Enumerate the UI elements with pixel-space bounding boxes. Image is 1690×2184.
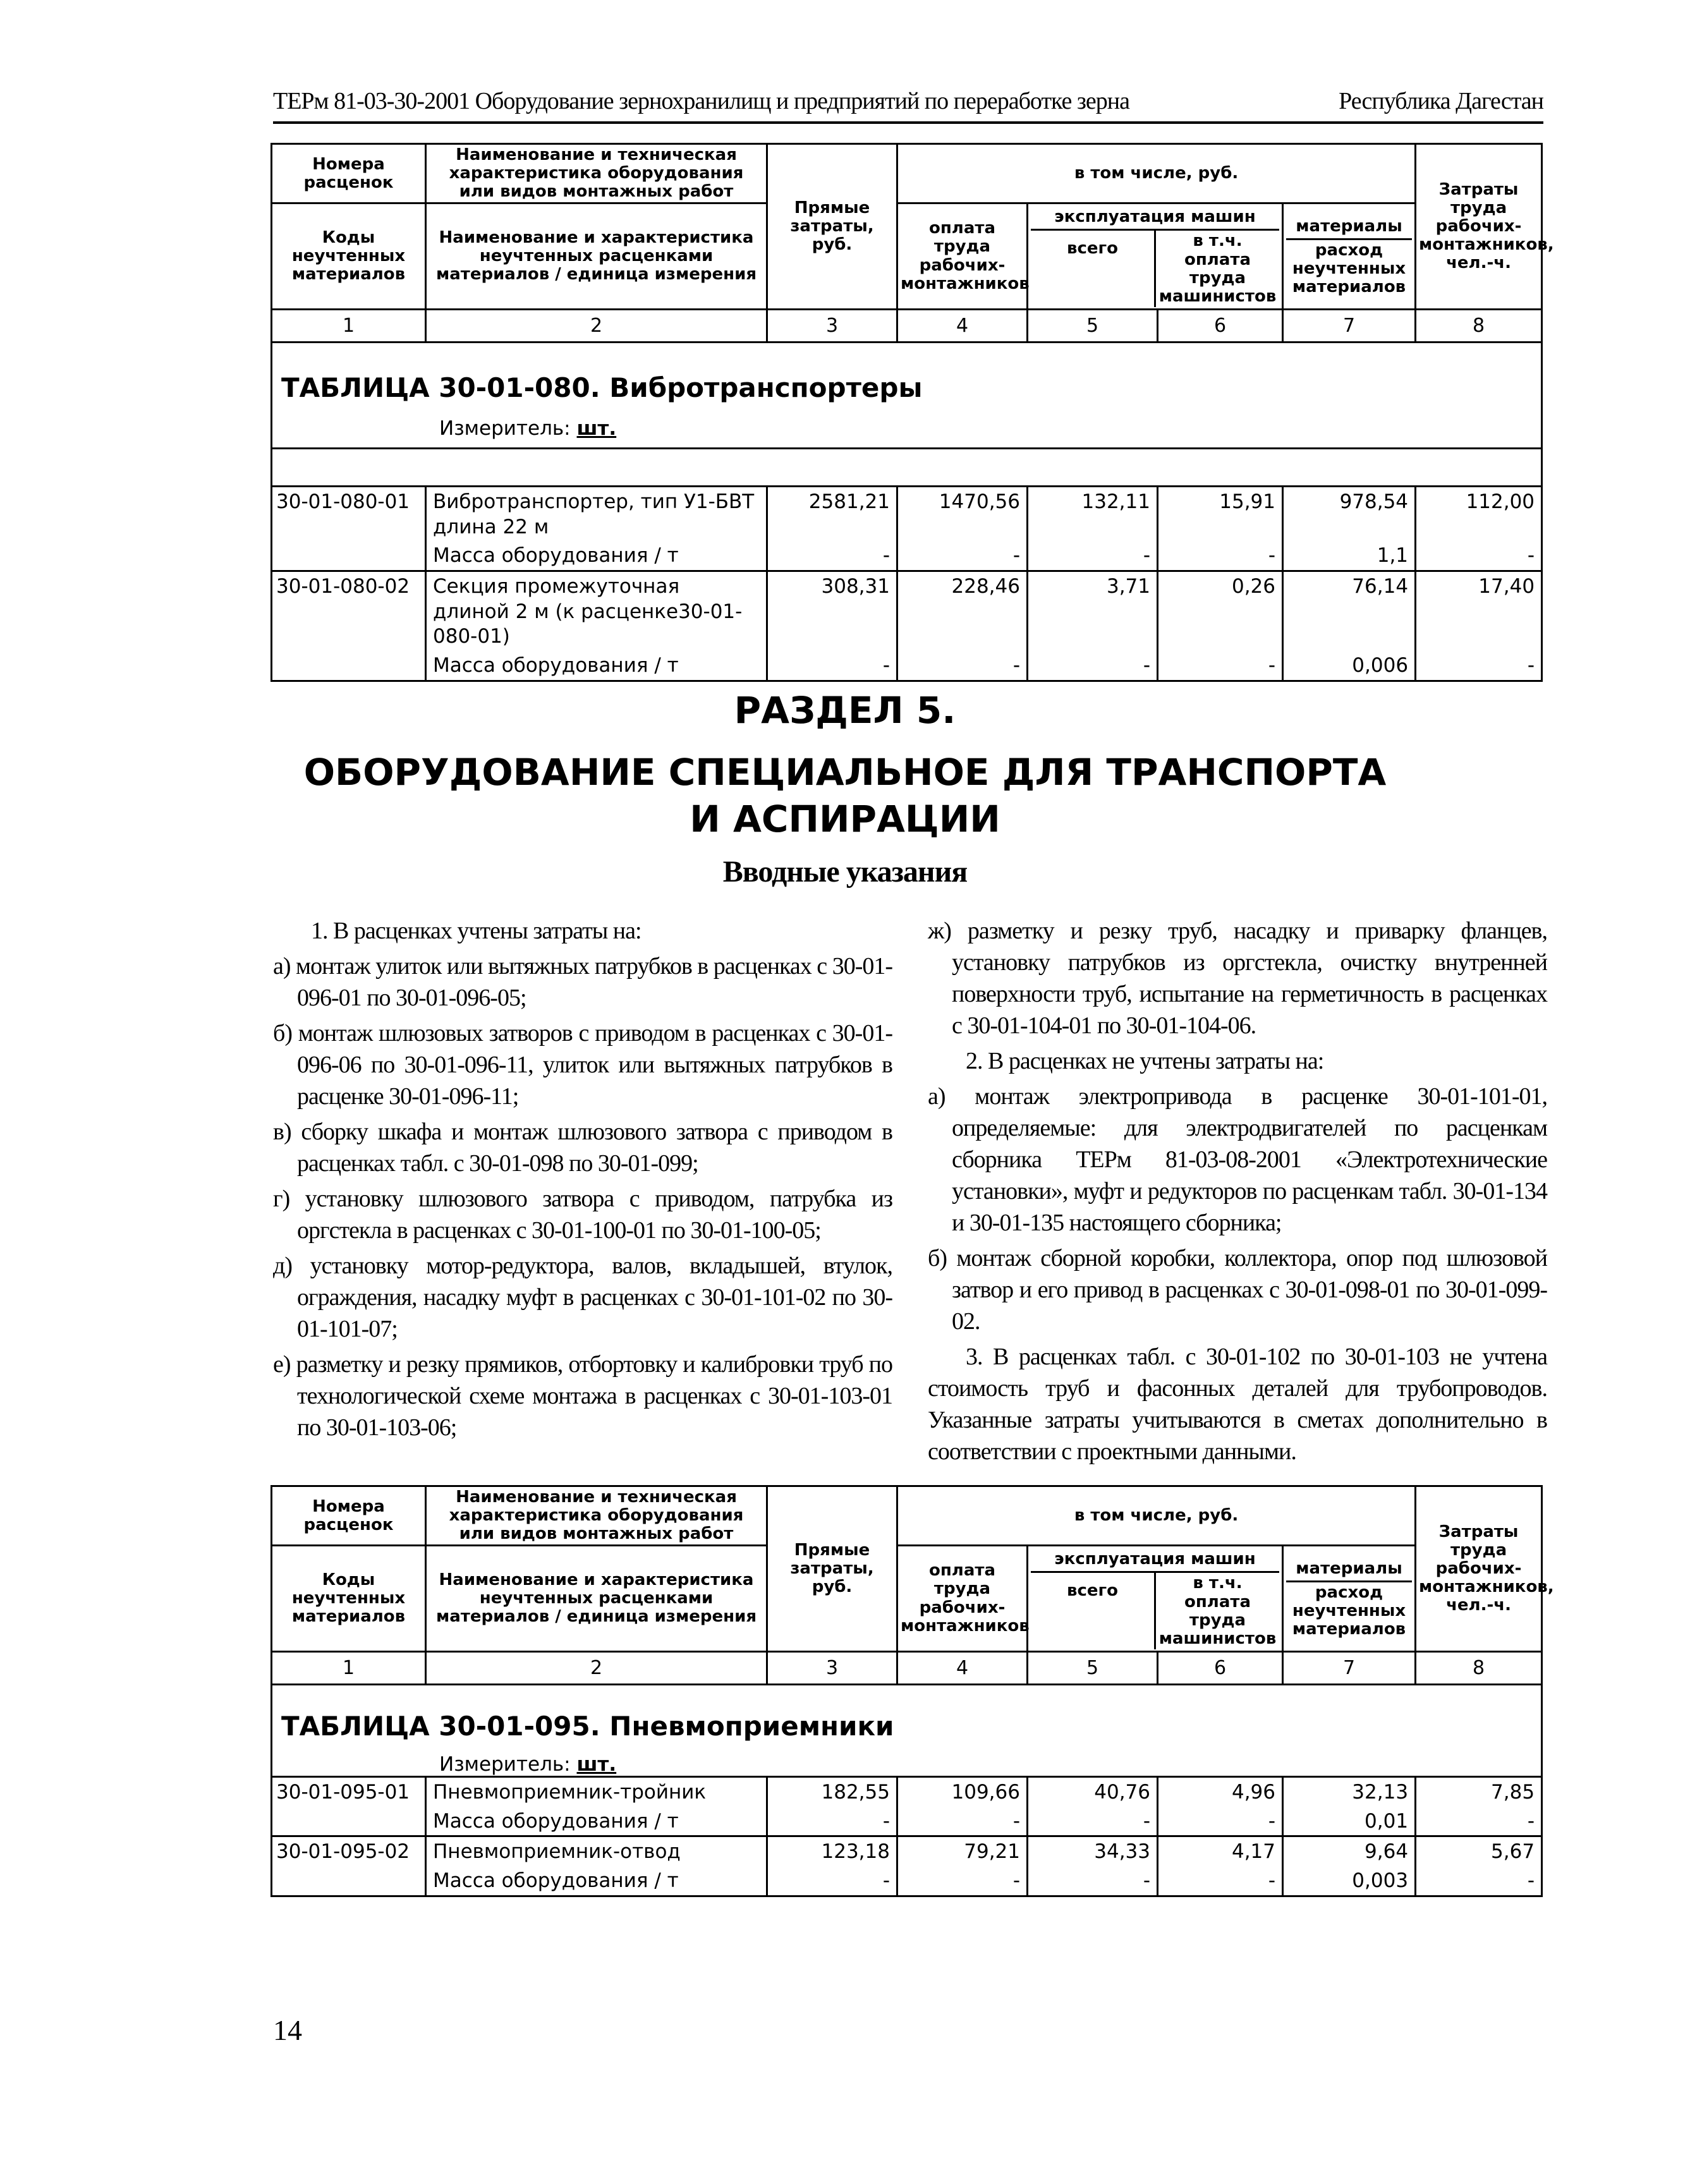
cell-mass-7: 1,1 <box>1283 541 1416 571</box>
cell-mass-3: - <box>767 1866 897 1896</box>
row-code: 30-01-080-02 <box>272 571 426 651</box>
cell-mass-6: - <box>1158 1807 1283 1836</box>
list-item: а) монтаж улиток или вытяжных патрубков в расценках с 30-01-096-01 по 30-01-096-05; <box>273 953 892 1011</box>
th-col1-top: Номера расценок <box>272 1486 426 1546</box>
price-table-095 <box>271 1485 1554 1897</box>
cell-mass-5: - <box>1028 541 1158 571</box>
cell-direct-cost: 182,55 <box>767 1776 897 1806</box>
cell-mass-4: - <box>897 1866 1028 1896</box>
col-num-3: 3 <box>767 1651 897 1684</box>
cell-materials: 32,13 <box>1283 1776 1416 1806</box>
cell-mass-4: - <box>897 1807 1028 1836</box>
col-num-4: 4 <box>897 309 1028 342</box>
col-num-5: 5 <box>1028 309 1158 342</box>
text-column-left <box>273 915 892 1447</box>
col-num-1: 1 <box>272 309 426 342</box>
table-row-mass <box>272 1807 1542 1836</box>
cell-mass-5: - <box>1028 1807 1158 1836</box>
row-mass-label: Масса оборудования / т <box>426 1866 767 1896</box>
th-col8: Затраты труда рабочих-монтажников, чел.-ч. <box>1416 1486 1542 1652</box>
cell-direct-cost: 308,31 <box>767 571 897 651</box>
th-col1-bottom: Коды неучтенных материалов <box>272 1546 426 1652</box>
cell-machines-total: 34,33 <box>1028 1836 1158 1866</box>
col-num-5: 5 <box>1028 1651 1158 1684</box>
th-col5: всего <box>1031 231 1156 306</box>
list-item: д) установку мотор-редуктора, валов, вкладышей, втулок, ограждения, насадку муфт в расценках с 30-01-101-02 по 30-01-101-07; <box>273 1253 892 1342</box>
cell-mass-3: - <box>767 1807 897 1836</box>
col-num-6: 6 <box>1158 1651 1283 1684</box>
table-row-mass <box>272 1866 1542 1896</box>
th-col1-bottom: Коды неучтенных материалов <box>272 203 426 310</box>
th-col4: оплата труда рабочих-монтажников <box>897 1546 1028 1652</box>
col-num-6: 6 <box>1158 309 1283 342</box>
row-mass-label: Масса оборудования / т <box>426 541 767 571</box>
cell-mass-8: - <box>1416 651 1542 681</box>
th-group: в том числе, руб. <box>897 144 1416 203</box>
cell-labor-pay: 109,66 <box>897 1776 1028 1806</box>
th-machines: эксплуатация машин <box>1031 1548 1279 1573</box>
paragraph: 1. В расценках учтены затраты на: <box>311 918 641 944</box>
cell-labor-hours: 17,40 <box>1416 571 1542 651</box>
measure-unit: шт. <box>576 1752 617 1776</box>
th-col6: в т.ч. оплата труда машинистов <box>1158 1574 1277 1648</box>
cell-mass-7: 0,01 <box>1283 1807 1416 1836</box>
table-row <box>272 486 1542 541</box>
cell-mass-3: - <box>767 541 897 571</box>
cell-machinists-pay: 0,26 <box>1158 571 1283 651</box>
cell-mass-3: - <box>767 651 897 681</box>
cell-labor-hours: 7,85 <box>1416 1776 1542 1806</box>
row-code: 30-01-080-01 <box>272 486 426 541</box>
th-group: в том числе, руб. <box>897 1486 1416 1546</box>
th-col1-top: Номера расценок <box>272 144 426 203</box>
col-num-3: 3 <box>767 309 897 342</box>
row-name: Секция промежуточная длиной 2 м (к расценке30-01-080-01) <box>426 571 767 651</box>
cell-labor-hours: 5,67 <box>1416 1836 1542 1866</box>
th-col2-top: Наименование и техническая характеристика оборудования или видов монтажных работ <box>426 1486 767 1546</box>
cell-machinists-pay: 4,17 <box>1158 1836 1283 1866</box>
table-row <box>272 1836 1542 1866</box>
row-code: 30-01-095-02 <box>272 1836 426 1866</box>
cell-mass-6: - <box>1158 1866 1283 1896</box>
measure-label: Измеритель: <box>439 416 571 440</box>
th-col7: расход неучтенных материалов <box>1292 240 1406 297</box>
th-col2-bottom: Наименование и характеристика неучтенных расценками материалов / единица измерения <box>426 1546 767 1652</box>
measure <box>281 417 1541 440</box>
table-row <box>272 571 1542 651</box>
row-name: Вибротранспортер, тип У1-БВТ длина 22 м <box>426 486 767 541</box>
cell-direct-cost: 123,18 <box>767 1836 897 1866</box>
table-row-mass <box>272 651 1542 681</box>
cell-direct-cost: 2581,21 <box>767 486 897 541</box>
list-item: а) монтаж электропривода в расценке 30-01-101-01, определяемые: для электродвигателей по расценкам сборника ТЕРм 81-03-08-2001 «Электротехнические установки», муфт и редукторов по расценкам табл. 30-01-134 и 30-01-135 настоящего сборника; <box>928 1083 1547 1236</box>
list-item: е) разметку и резку прямиков, отбортовку и калибровки труб по технологической схеме монтажа в расценках с 30-01-103-01 по 30-01-103-06; <box>273 1351 892 1441</box>
row-code: 30-01-095-01 <box>272 1776 426 1806</box>
cell-mass-8: - <box>1416 541 1542 571</box>
cell-mass-8: - <box>1416 1866 1542 1896</box>
cell-mass-6: - <box>1158 541 1283 571</box>
running-header <box>273 87 1543 124</box>
cell-materials: 9,64 <box>1283 1836 1416 1866</box>
header-region: Республика Дагестан <box>1339 88 1543 114</box>
th-col6: в т.ч. оплата труда машинистов <box>1158 231 1277 306</box>
th-col3: Прямые затраты, руб. <box>767 144 897 310</box>
th-col7: расход неучтенных материалов <box>1292 1582 1406 1639</box>
cell-machinists-pay: 15,91 <box>1158 486 1283 541</box>
cell-mass-7: 0,006 <box>1283 651 1416 681</box>
th-materials: материалы <box>1286 1557 1412 1582</box>
section-title-line1: ОБОРУДОВАНИЕ СПЕЦИАЛЬНОЕ ДЛЯ ТРАНСПОРТА <box>303 751 1387 794</box>
col-num-8: 8 <box>1416 309 1542 342</box>
th-col2-top: Наименование и техническая характеристика оборудования или видов монтажных работ <box>426 144 767 203</box>
table-row <box>272 1776 1542 1806</box>
col-num-8: 8 <box>1416 1651 1542 1684</box>
col-num-2: 2 <box>426 1651 767 1684</box>
th-col8: Затраты труда рабочих-монтажников, чел.-ч. <box>1416 144 1542 310</box>
cell-labor-hours: 112,00 <box>1416 486 1542 541</box>
list-item: ж) разметку и резку труб, насадку и приварку фланцев, установку патрубков из оргстекла, очистку внутренней поверхности труб, испытание на герметичность в расценках с 30-01-104-01 по 30-01-104-06. <box>928 918 1547 1039</box>
cell-mass-5: - <box>1028 1866 1158 1896</box>
th-col3: Прямые затраты, руб. <box>767 1486 897 1652</box>
col-num-7: 7 <box>1283 309 1416 342</box>
paragraph: 3. В расценках табл. с 30-01-102 по 30-01-103 не учтена стоимость труб и фасонных деталей для трубопроводов. Указанные затраты учитываются в сметах дополнительно в соответствии с проектными данными. <box>928 1344 1547 1465</box>
row-name: Пневмоприемник-отвод <box>426 1836 767 1866</box>
row-mass-label: Масса оборудования / т <box>426 1807 767 1836</box>
row-mass-label: Масса оборудования / т <box>426 651 767 681</box>
text-column-right <box>928 915 1547 1471</box>
measure <box>281 1753 1541 1776</box>
th-col5: всего <box>1031 1573 1156 1649</box>
col-num-4: 4 <box>897 1651 1028 1684</box>
th-col4: оплата труда рабочих-монтажников <box>897 203 1028 310</box>
price-table-080 <box>271 143 1554 682</box>
list-item: в) сборку шкафа и монтаж шлюзового затвора с приводом в расценках табл. с 30-01-098 по 30-01-099; <box>273 1119 892 1177</box>
th-col2-bottom: Наименование и характеристика неучтенных расценками материалов / единица измерения <box>426 203 767 310</box>
table-row-mass <box>272 541 1542 571</box>
cell-machines-total: 40,76 <box>1028 1776 1158 1806</box>
page-number: 14 <box>273 2014 302 2046</box>
list-item: б) монтаж шлюзовых затворов с приводом в расценках с 30-01-096-06 по 30-01-096-11, улиток или вытяжных патрубков в расценке 30-01-096-11; <box>273 1020 892 1110</box>
header-title: ТЕРм 81-03-30-2001 Оборудование зернохранилищ и предприятий по переработке зерна <box>273 88 1129 114</box>
cell-mass-7: 0,003 <box>1283 1866 1416 1896</box>
measure-unit: шт. <box>576 416 617 440</box>
list-item: г) установку шлюзового затвора с приводом, патрубка из оргстекла в расценках с 30-01-100-01 по 30-01-100-05; <box>273 1186 892 1244</box>
cell-labor-pay: 1470,56 <box>897 486 1028 541</box>
cell-materials: 76,14 <box>1283 571 1416 651</box>
cell-mass-5: - <box>1028 651 1158 681</box>
col-num-2: 2 <box>426 309 767 342</box>
col-num-1: 1 <box>272 1651 426 1684</box>
cell-labor-pay: 79,21 <box>897 1836 1028 1866</box>
cell-machines-total: 3,71 <box>1028 571 1158 651</box>
intro-heading: Вводные указания <box>722 855 968 889</box>
list-item: б) монтаж сборной коробки, коллектора, опор под шлюзовой затвор и его привод в расценках с 30-01-098-01 по 30-01-099-02. <box>928 1245 1547 1335</box>
cell-machines-total: 132,11 <box>1028 486 1158 541</box>
th-machines: эксплуатация машин <box>1031 205 1279 231</box>
paragraph: 2. В расценках не учтены затраты на: <box>966 1048 1324 1074</box>
table-title: ТАБЛИЦА 30-01-080. Вибротранспортеры <box>281 372 923 403</box>
cell-labor-pay: 228,46 <box>897 571 1028 651</box>
section-number: РАЗДЕЛ 5. <box>734 689 956 732</box>
table-title: ТАБЛИЦА 30-01-095. Пневмоприемники <box>281 1710 894 1742</box>
cell-materials: 978,54 <box>1283 486 1416 541</box>
cell-mass-4: - <box>897 651 1028 681</box>
col-num-7: 7 <box>1283 1651 1416 1684</box>
section-title-line2: И АСПИРАЦИИ <box>690 798 1000 840</box>
cell-machinists-pay: 4,96 <box>1158 1776 1283 1806</box>
cell-mass-6: - <box>1158 651 1283 681</box>
cell-mass-4: - <box>897 541 1028 571</box>
row-name: Пневмоприемник-тройник <box>426 1776 767 1806</box>
cell-mass-8: - <box>1416 1807 1542 1836</box>
th-materials: материалы <box>1286 215 1412 240</box>
measure-label: Измеритель: <box>439 1752 571 1776</box>
